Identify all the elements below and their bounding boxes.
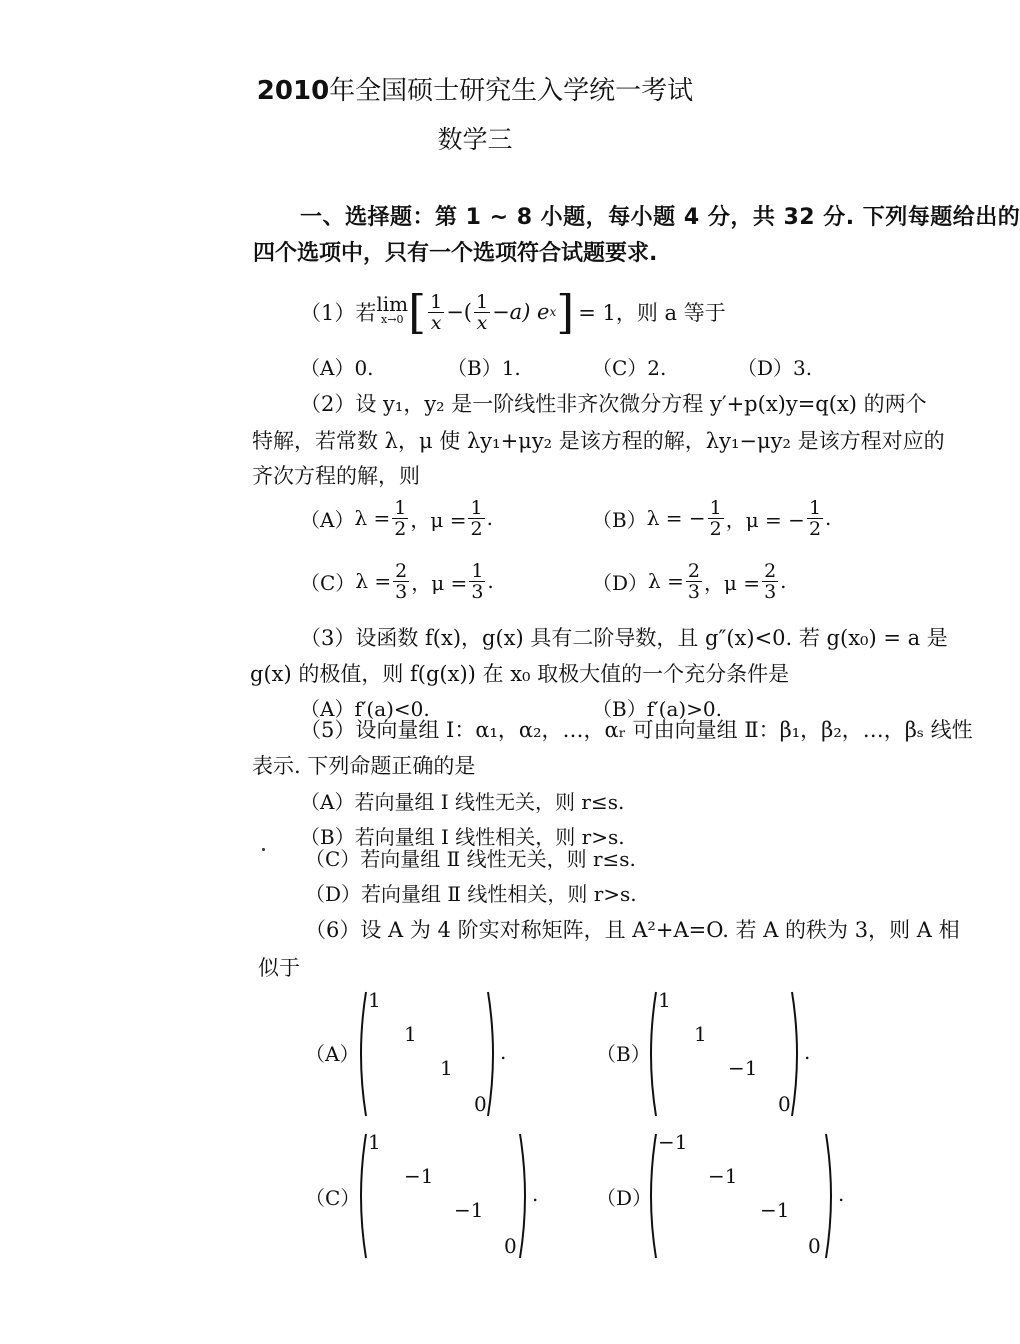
q2-b-md: 2 [808,517,822,540]
matrix-b-entry-1: 1 [658,988,671,1012]
page-title [0,70,950,107]
question-1 [300,284,726,340]
q1-frac1-den: x [430,311,442,334]
q2-a-frac-lambda [392,498,408,539]
matrix-d-entry-1: −1 [658,1130,688,1154]
speck-mark [262,848,265,851]
q6-matrix-c [356,1130,541,1262]
matrix-d-entry-2: −1 [708,1164,738,1188]
q6-option-b-label: （B） [596,1042,651,1066]
q1-fraction-1 [428,292,444,333]
q2-c-mu: ，μ = [411,570,468,595]
q3-line2: g(x) 的极值，则 f(g(x)) 在 x₀ 取极大值的一个充分条件是 [250,662,790,686]
q1-limit [376,292,409,328]
q2-a-label: （A） [300,507,355,532]
q1-right-bracket: ] [556,285,575,339]
q3-option-a: （A）f′(a)<0. [300,697,430,721]
q2-option-c [300,558,494,604]
q1-lim-sub: x→0 [381,313,404,326]
q2-a-ln: 1 [394,496,407,519]
q1-option-d: （D）3. [737,356,813,380]
q1-inner: −a) e [492,300,550,324]
q2-c-frac-lambda [393,561,409,602]
matrix-d-entry-4: 0 [808,1234,821,1258]
q5-option-b: （B）若向量组 Ⅰ 线性相关，则 r>s. [300,825,625,849]
q2-c-mn: 1 [471,559,484,582]
matrix-c-entry-3: −1 [454,1198,484,1222]
q2-b-ln: 1 [709,496,722,519]
q1-lim-text: lim [376,292,409,316]
q1-option-c: （C）2. [592,356,667,380]
q6-matrix-a [356,988,506,1120]
q2-c-md: 3 [471,580,484,603]
q2-b-ld: 2 [709,517,722,540]
q6-option-c-label: （C） [305,1186,361,1210]
q5-option-b-cut [300,821,640,849]
q1-frac2-den: x [476,311,488,334]
q6-option-a-label: （A） [305,1042,360,1066]
q5-option-c: （C）若向量组 Ⅱ 线性无关，则 r≤s. [305,847,636,871]
q3-option-a-cut [300,693,540,721]
q5-line1: （5）设向量组 Ⅰ：α₁，α₂，…，αᵣ 可由向量组 Ⅱ：β₁，β₂，…，βₛ 线性 [300,718,973,742]
q1-frac1-num: 1 [430,290,443,313]
q2-d-label: （D） [592,570,649,595]
q2-b-frac-mu [807,498,823,539]
q1-number: （1） [300,301,356,325]
q2-a-mn: 1 [470,496,483,519]
q2-b-end: . [825,506,832,530]
q6-matrix-d [646,1130,846,1262]
q2-d-end: . [780,569,787,593]
q2-line2: 特解，若常数 λ，μ 使 λy₁+μy₂ 是该方程的解，λy₁−μy₂ 是该方程对应的 [252,429,945,453]
q6-line1: （6）设 A 为 4 阶实对称矩阵，且 A²+A=O. 若 A 的秩为 3，则 A 相 [305,918,960,942]
page-subtitle: 数学三 [437,125,513,154]
q2-option-a [300,495,493,541]
q2-a-frac-mu [468,498,484,539]
matrix-d-entry-3: −1 [760,1198,790,1222]
matrix-c-entry-4: 0 [504,1234,517,1258]
matrix-b-entry-3: −1 [728,1056,758,1080]
q5-option-a: （A）若向量组 Ⅰ 线性无关，则 r≤s. [300,790,625,814]
q1-sup: x [549,305,557,319]
q3-option-b-cut [592,693,832,721]
q2-line3: 齐次方程的解，则 [252,464,420,488]
q2-option-d [592,558,787,604]
q2-a-ld: 2 [394,517,407,540]
q1-frac2-num: 1 [475,290,489,313]
matrix-c-entry-1: 1 [368,1130,381,1154]
q6-line2: 似于 [258,956,300,980]
q1-option-b: （B）1. [447,356,521,380]
q2-c-ln: 2 [395,559,408,582]
q2-d-mu: ，μ = [703,570,761,595]
section-heading-line1: 一、选择题：第 1 ~ 8 小题，每小题 4 分，共 32 分. 下列每题给出的 [300,205,1020,230]
q2-a-end: . [486,506,493,530]
q2-b-label: （B） [592,507,647,532]
q2-a-mu: ，μ = [410,507,467,532]
q2-a-lambda: λ = [354,506,391,530]
q1-left-bracket: [ [408,285,427,339]
matrix-d-period: . [838,1182,845,1206]
q1-option-a: （A）0. [300,356,374,380]
matrix-a-entry-2: 1 [404,1022,417,1046]
q2-d-frac-lambda [686,561,702,602]
q2-d-mn: 2 [764,559,777,582]
q2-a-md: 2 [470,517,483,540]
q3-option-b: （B）f′(a)>0. [592,697,723,721]
q2-c-end: . [487,569,494,593]
q2-d-frac-mu [762,561,778,602]
matrix-a-entry-1: 1 [368,988,381,1012]
q2-b-frac-lambda [708,498,724,539]
q1-prefix: 若 [355,301,377,325]
q2-d-lambda: λ = [648,569,684,593]
matrix-a-period: . [500,1040,507,1064]
section-heading-line2: 四个选项中，只有一个选项符合试题要求. [253,241,658,266]
matrix-b-period: . [804,1040,811,1064]
q2-option-b [592,495,831,541]
q2-b-lambda: λ = − [646,506,706,530]
q2-d-md: 3 [764,580,777,603]
q2-c-label: （C） [300,570,356,595]
matrix-a-entry-3: 1 [440,1056,453,1080]
title-text: 年全国硕士研究生入学统一考试 [329,76,694,106]
matrix-a-entry-4: 0 [474,1092,487,1116]
q2-b-mu: ，μ = − [725,507,805,532]
q5-line2: 表示. 下列命题正确的是 [252,754,476,778]
q1-fraction-2 [474,292,490,333]
q2-c-frac-mu [469,561,485,602]
title-year: 2010 [256,76,330,106]
q2-d-ln: 2 [687,559,700,582]
q3-line1: （3）设函数 f(x)，g(x) 具有二阶导数，且 g″(x)<0. 若 g(x₀) = a 是 [300,626,948,650]
q2-b-mn: 1 [808,496,822,519]
matrix-b-entry-2: 1 [694,1022,707,1046]
q2-d-ld: 3 [687,580,700,603]
q6-option-d-label: （D） [596,1186,653,1210]
q1-minus-paren: −( [446,300,472,324]
q2-c-ld: 3 [395,580,408,603]
matrix-c-period: . [532,1182,539,1206]
q2-c-lambda: λ = [355,569,392,593]
q2-line1: （2）设 y₁，y₂ 是一阶线性非齐次微分方程 y′+p(x)y=q(x) 的两个 [300,392,927,416]
matrix-b-entry-4: 0 [778,1092,791,1116]
matrix-c-entry-2: −1 [404,1164,434,1188]
q6-matrix-b [646,988,811,1120]
q1-suffix: = 1，则 a 等于 [578,301,726,325]
q5-option-d: （D）若向量组 Ⅱ 线性相关，则 r>s. [305,882,637,906]
